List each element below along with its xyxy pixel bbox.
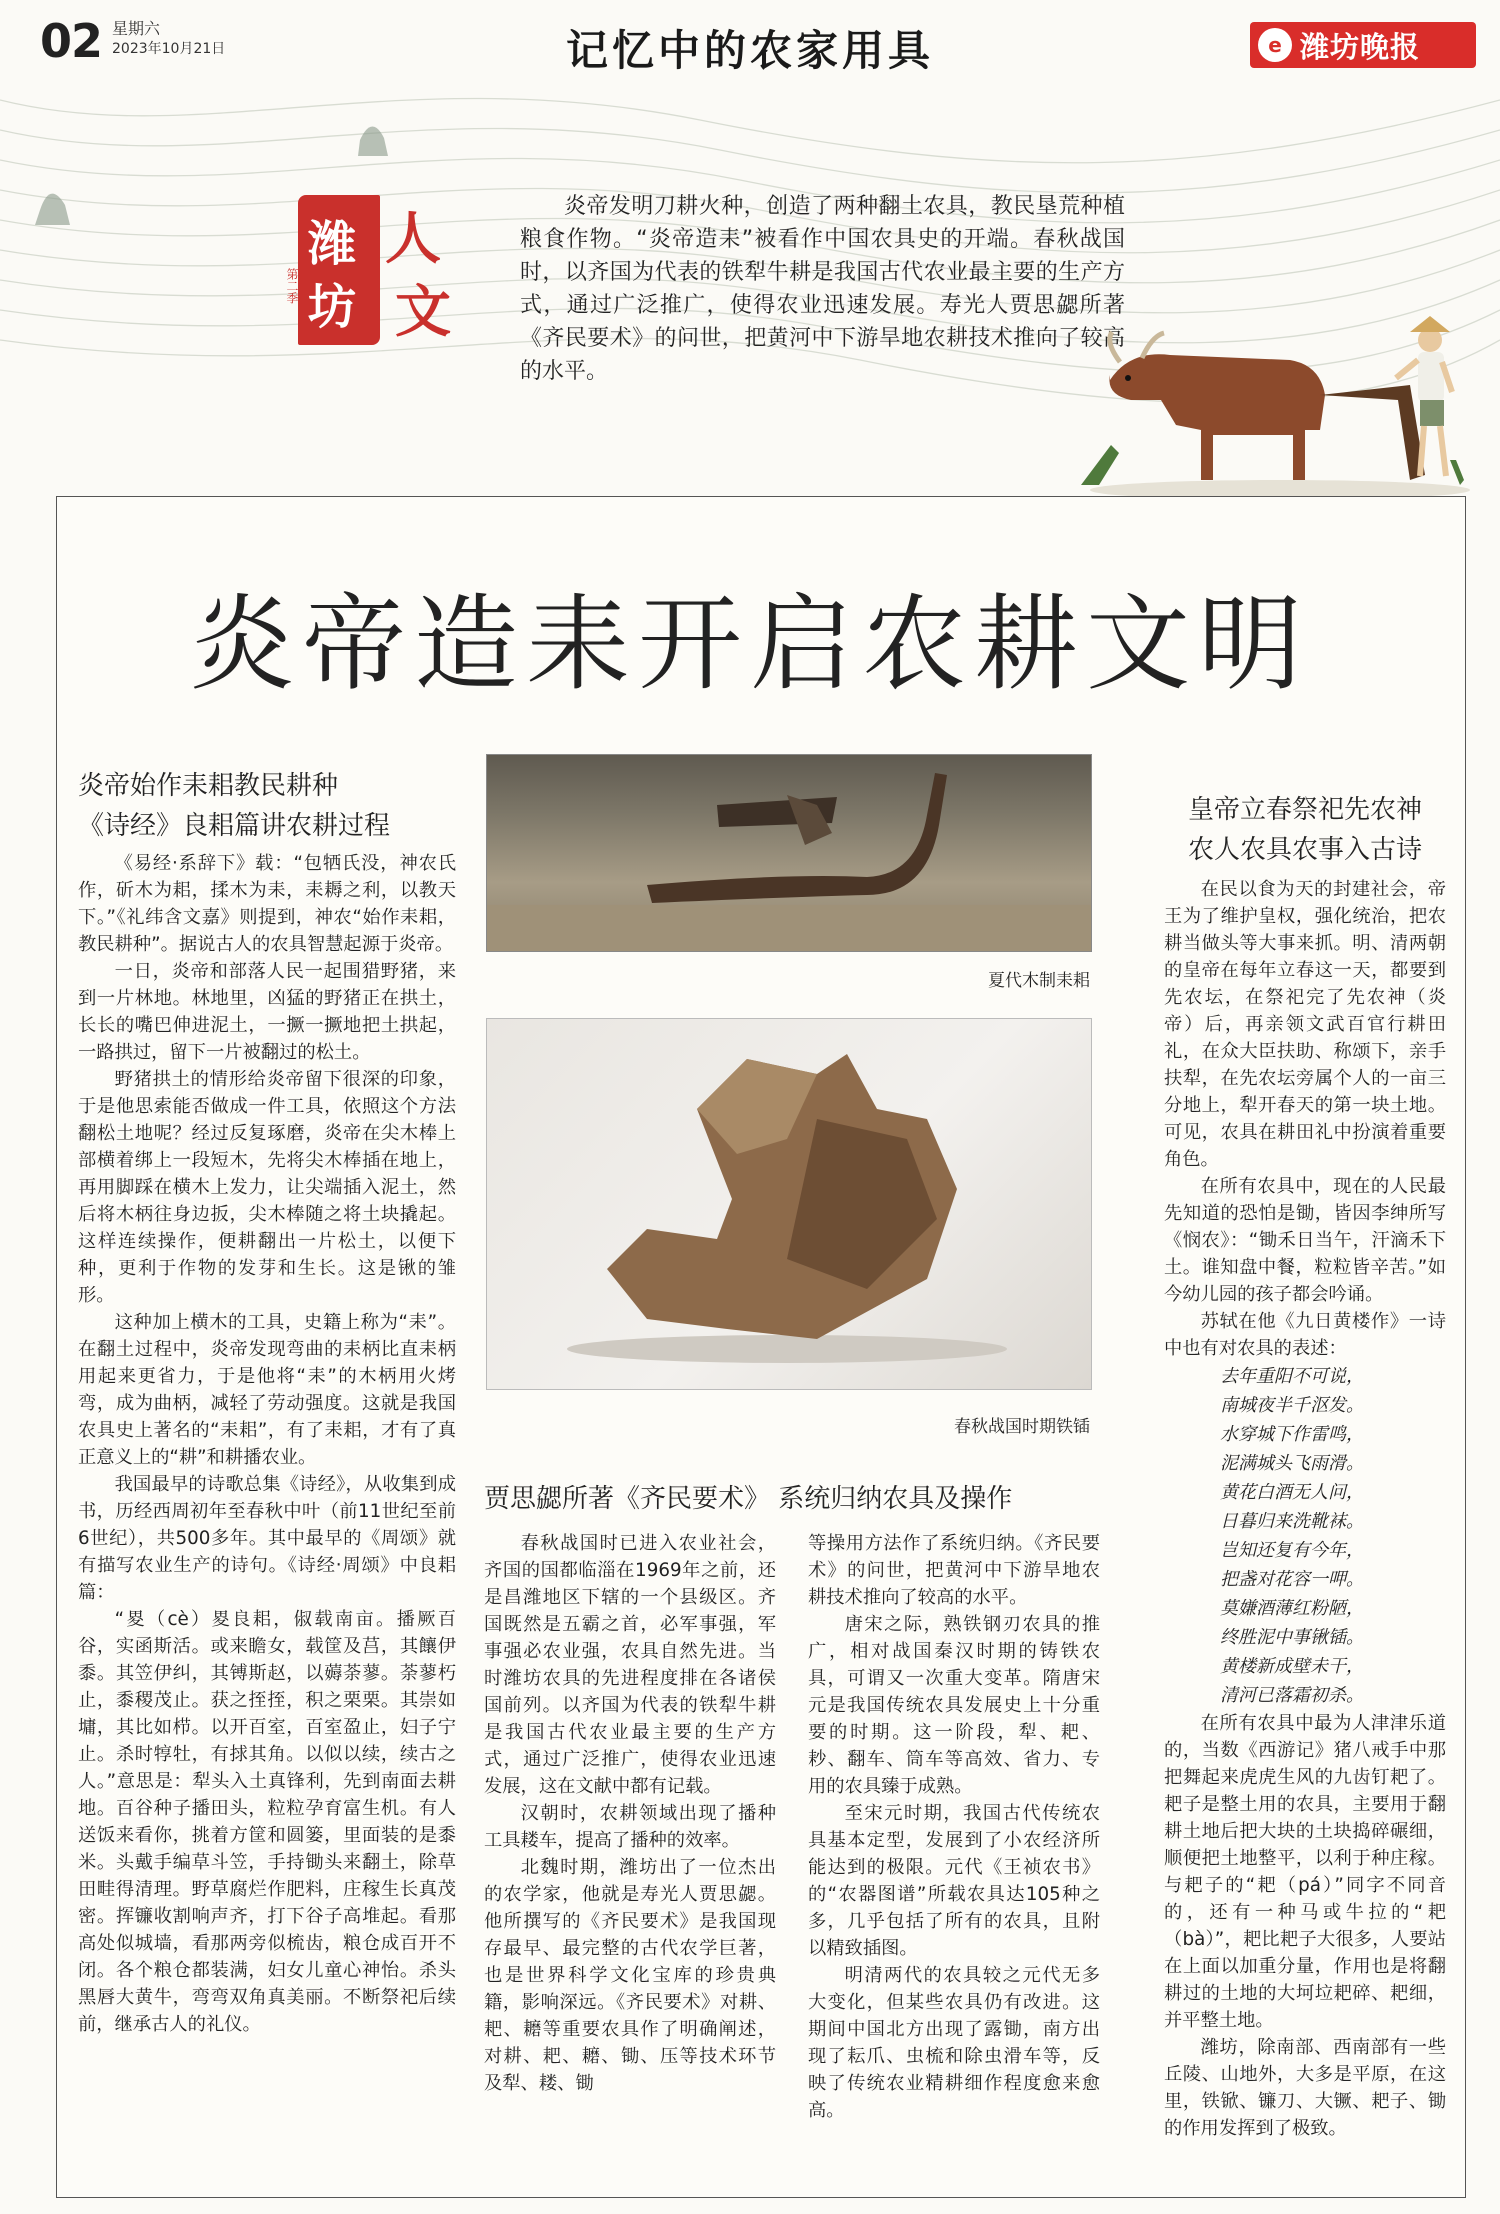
wooden-plough-photo-icon: [487, 755, 1091, 951]
intro-paragraph: 炎帝发明刀耕火种，创造了两种翻土农具，教民垦荒种植粮食作物。“炎帝造耒”被看作中国农具史的开端。春秋战国时，以齐国为代表的铁犁牛耕是我国古代农业最主要的生产方式，通过广泛推广，使得农业迅速发展。寿光人贾思勰所著《齐民要术》的问世，把黄河中下游旱地农耕技术推向了较高的水平。: [520, 194, 1125, 384]
left-subhead-2: 《诗经》良耜篇讲农耕过程: [78, 811, 391, 841]
poem-line: 黄楼新成壁未干，: [1220, 1656, 1364, 1677]
left-paragraph: 一日，炎帝和部落人民一起围猎野猪，来到一片林地。林地里，凶猛的野猪正在拱土，长长的嘴巴伸进泥土，一撅一撅地把土拱起，一路拱过，留下一片被翻过的松土。: [78, 961, 456, 1063]
weifang-evening-news-logo-icon: e: [1258, 28, 1292, 62]
left-body: [78, 850, 456, 2038]
seal-char-wei: 潍: [308, 216, 357, 272]
photo-caption-2: 春秋战国时期铁锸: [954, 1417, 1090, 1437]
weekday: 星期六: [112, 19, 161, 38]
poem-line: 日暮归来洗靴袜。: [1220, 1511, 1364, 1532]
left-paragraph: 这种加上横木的工具，史籍上称为“耒”。在翻土过程中，炎帝发现弯曲的耒柄比直耒柄用起来更省力，于是他将“耒”的木柄用火烤弯，成为曲柄，减轻了劳动强度。这就是我国农具史上著名的“耒耜”，有了耒耜，才有了真正意义上的“耕”和耕播农业。: [78, 1312, 456, 1468]
left-paragraph: 《易经·系辞下》载：“包牺氏没，神农氏作，斫木为耜，揉木为耒，耒耨之利，以教天下。”《礼纬含文嘉》则提到，神农“始作耒耜，教民耕种”。据说古人的农具智慧起源于炎帝。: [78, 853, 456, 955]
left-paragraph: 我国最早的诗歌总集《诗经》，从收集到成书，历经西周初年至春秋中叶（前11世纪至前6世纪），共500多年。其中最早的《周颂》就有描写农业生产的诗句。《诗经·周颂》中良耜篇：: [78, 1474, 456, 1603]
middle-paragraph: 明清两代的农具较之元代无多大变化，但某些农具仍有改进。这期间中国北方出现了露锄，南方出现了耘爪、虫梳和除虫滑车等，反映了传统农业精耕细作程度愈来愈高。: [808, 1965, 1100, 2121]
middle-paragraph: 春秋战国时已进入农业社会，齐国的国都临淄在1969年之前，还是昌潍地区下辖的一个县级区。齐国既然是五霸之首，必军事强，军事强必农业强，农具自然先进。当时潍坊农具的先进程度排在各诸侯国前列。以齐国为代表的铁犁牛耕是我国古代农业最主要的生产方式，通过广泛推广，使得农业迅速发展，这在文献中都有记载。: [484, 1533, 776, 1797]
photo-caption-1: 夏代木制耒耜: [988, 971, 1090, 991]
right-subhead-1: 皇帝立春祭祀先农神: [1187, 795, 1422, 825]
poem-line: 莫嫌酒薄红粉陋，: [1220, 1598, 1364, 1619]
left-paragraph: “畟（cè）畟良耜，俶载南亩。播厥百谷，实函斯活。或来瞻女，载筐及莒，其饟伊黍。其笠伊纠，其镈斯赵，以薅荼蓼。荼蓼朽止，黍稷茂止。获之挃挃，积之栗栗。其崇如墉，其比如栉。以开百室，百室盈止，妇子宁止。杀时犉牡，有捄其角。以似以续，续古之人。”意思是：犁头入土真锋利，先到南面去耕地。百谷种子播田头，粒粒孕育富生机。有人送饭来看你，挑着方筐和圆篓，里面装的是黍米。头戴手编草斗笠，手持锄头来翻土，除草田畦得清理。野草腐烂作肥料，庄稼生长真茂密。挥镰收割响声齐，打下谷子高堆起。看那高处似城墙，看那两旁似梳齿，粮仓成百开不闭。各个粮仓都装满，妇女儿童心神怡。杀头黑唇大黄牛，弯弯双角真美丽。不断祭祀后续前，继承古人的礼仪。: [78, 1609, 456, 2035]
poem: [1164, 1362, 1446, 1710]
seal-volume: 第二季: [285, 268, 299, 304]
headline: 炎帝造耒开启农耕文明: [189, 583, 1310, 705]
poem-line: 泥满城头飞雨滑。: [1220, 1453, 1364, 1474]
middle-paragraph: 汉朝时，农耕领域出现了播种工具耧车，提高了播种的效率。: [484, 1803, 776, 1851]
photo-iron-cha: [486, 1018, 1092, 1390]
middle-subhead: 贾思勰所著《齐民要术》 系统归纳农具及操作: [484, 1484, 1013, 1514]
right-paragraph: 苏轼在他《九日黄楼作》一诗中也有对农具的表述：: [1164, 1311, 1446, 1359]
seal-char-ren: 人: [385, 206, 441, 272]
middle-column-b: [808, 1530, 1100, 2124]
middle-paragraph: 北魏时期，潍坊出了一位杰出的农学家，他就是寿光人贾思勰。他所撰写的《齐民要术》是我国现存最早、最完整的古代农学巨著，也是世界科学文化宝库的珍贵典籍，影响深远。《齐民要术》对耕、耙、耱等重要农具作了明确阐述，对耕、耙、耱、锄、压等技术环节及犁、耧、锄: [484, 1857, 776, 2094]
iron-spade-photo-icon: [487, 1019, 1091, 1389]
middle-paragraph: 等操用方法作了系统归纳。《齐民要术》的问世，把黄河中下游旱地农耕技术推向了较高的水平。: [808, 1533, 1100, 1608]
middle-column-a: [484, 1530, 776, 2097]
seal-char-fang: 坊: [308, 279, 357, 335]
poem-line: 水穿城下作雷鸣，: [1220, 1424, 1364, 1445]
left-paragraph: 野猪拱土的情形给炎帝留下很深的印象，于是他思索能否做成一件工具，依照这个方法翻松土地呢？经过反复琢磨，炎帝在尖木棒上部横着绑上一段短木，先将尖木棒插在地上，再用脚踩在横木上发力，让尖端插入泥土，然后将木柄往身边扳，尖木棒随之将土块撬起。这样连续操作，便耕翻出一片松土，以便下种，更利于作物的发芽和生长。这是锹的雏形。: [78, 1069, 456, 1306]
left-column: [78, 766, 456, 2038]
left-subhead-1: 炎帝始作耒耜教民耕种: [78, 771, 339, 801]
seal-char-wen: 文: [395, 279, 451, 345]
right-column: [1164, 790, 1446, 2142]
photo-wooden-leisi: [486, 754, 1092, 952]
issue-date: 2023年10月21日: [112, 41, 226, 57]
right-paragraph: 潍坊，除南部、西南部有一些丘陵、山地外，大多是平原，在这里，铁锨、镰刀、大镢、耙子、锄的作用发挥到了极致。: [1164, 2037, 1446, 2139]
poem-line: 岂知还复有今年，: [1220, 1540, 1364, 1561]
column-title: 记忆中的农家用具: [565, 26, 934, 75]
poem-line: 去年重阳不可说，: [1220, 1366, 1364, 1387]
right-subhead-2: 农人农具农事入古诗: [1187, 835, 1422, 865]
newspaper-logo: [1250, 22, 1476, 68]
farmer-ox-plough-illustration-icon: [1080, 300, 1480, 500]
middle-paragraph: 唐宋之际，熟铁钢刃农具的推广，相对战国秦汉时期的铸铁农具，可谓又一次重大变革。隋唐宋元是我国传统农具发展史上十分重要的时期。这一阶段，犁、耙、耖、翻车、筒车等高效、省力、专用的农具臻于成熟。: [808, 1614, 1100, 1797]
poem-line: 黄花白酒无人问，: [1220, 1482, 1364, 1503]
right-paragraph: 在民以食为天的封建社会，帝王为了维护皇权，强化统治，把农耕当做头等大事来抓。明、清两朝的皇帝在每年立春这一天，都要到先农坛，在祭祀完了先农神（炎帝）后，再亲领文武百官行耕田礼，在众大臣扶助、称颂下，亲手扶犁，在先农坛旁属个人的一亩三分地上，犁开春天的第一块土地。可见，农具在耕田礼中扮演着重要角色。: [1164, 879, 1446, 1170]
right-paragraph: 在所有农具中，现在的人民最先知道的恐怕是锄，皆因李绅所写《悯农》：“锄禾日当午，汗滴禾下土。谁知盘中餐，粒粒皆辛苦。”如今幼儿园的孩子都会吟诵。: [1164, 1176, 1446, 1305]
poem-line: 终胜泥中事锹锸。: [1220, 1627, 1364, 1648]
page-number: 02: [40, 14, 103, 68]
poem-line: 清河已落霜初杀。: [1220, 1685, 1364, 1706]
poem-line: 把盏对花容一呷。: [1220, 1569, 1364, 1590]
logo-text: 潍坊晚报: [1300, 29, 1421, 64]
middle-paragraph: 至宋元时期，我国古代传统农具基本定型，发展到了小农经济所能达到的极限。元代《王祯农书》的“农器图谱”所载农具达105种之多，几乎包括了所有的农具，且附以精致插图。: [808, 1803, 1100, 1959]
right-body: [1164, 876, 1446, 2142]
poem-line: 南城夜半千沤发。: [1220, 1395, 1364, 1416]
right-paragraph: 在所有农具中最为人津津乐道的，当数《西游记》猪八戒手中那把舞起来虎虎生风的九齿钉耙了。耙子是整土用的农具，主要用于翻耕土地后把大块的土块捣碎碾细，顺便把土地整平，以利于种庄稼。与耙子的“耙（pá）”同字不同音的，还有一种马或牛拉的“耙（bà）”，耙比耙子大很多，人要站在上面以加重分量，作用也是将翻耕过的土地的大坷垃耙碎、耙细，并平整土地。: [1164, 1713, 1446, 2031]
